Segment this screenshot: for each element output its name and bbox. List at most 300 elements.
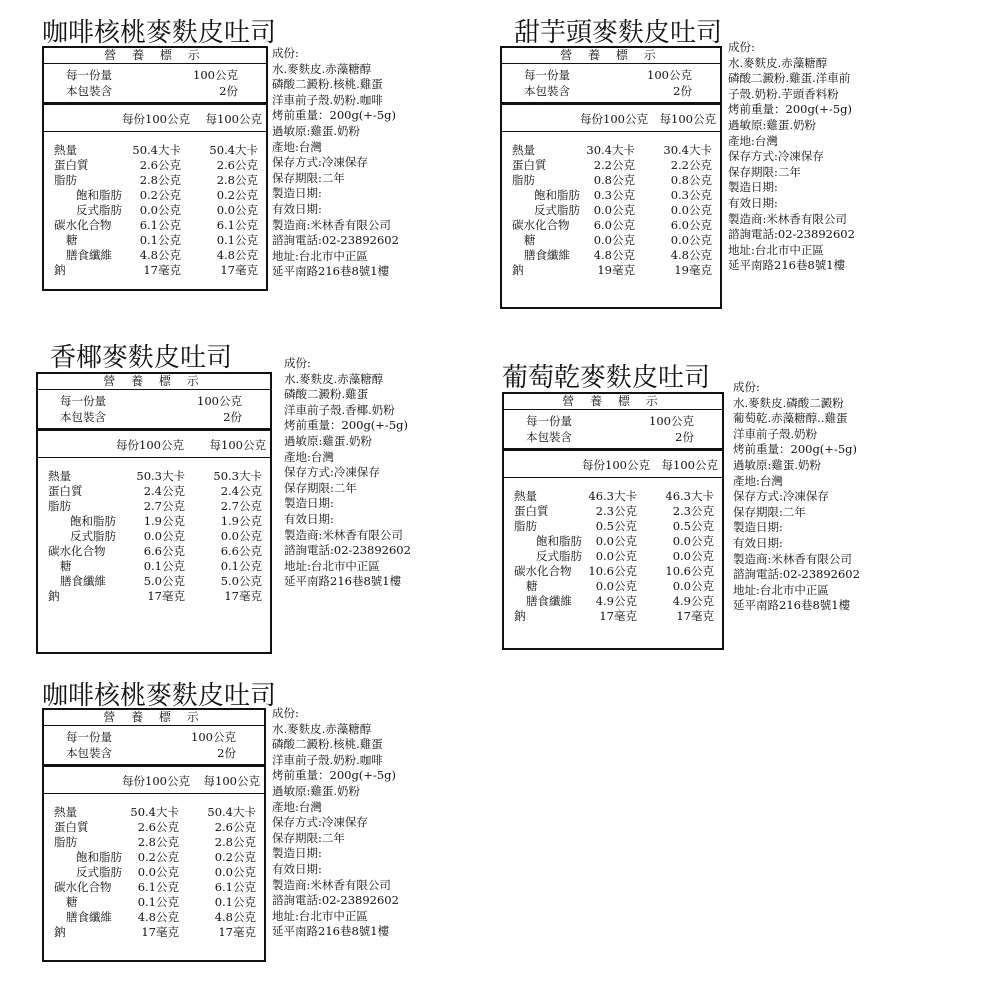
per-serving-label: 每一份量 <box>66 68 112 82</box>
nutrient-name: 反式脂肪 <box>76 203 122 217</box>
nutrient-name: 熱量 <box>54 143 77 157</box>
column-headers <box>44 767 264 794</box>
nutrient-name: 膳食纖維 <box>66 248 112 262</box>
nutrient-name: 膳食纖維 <box>66 910 112 924</box>
per-100g-amount: 6.0公克 <box>670 218 712 232</box>
per-100g-amount: 2.8公克 <box>214 835 256 849</box>
per-100g-amount: 0.0公克 <box>672 534 714 548</box>
per-100g-amount: 30.4大卡 <box>663 143 712 157</box>
info-line: 製造商:米林香有限公司 <box>272 217 391 232</box>
per-100g-amount: 10.6公克 <box>665 564 714 578</box>
per-serving-value: 100公克 <box>191 730 236 744</box>
info-line: 製造商:米林香有限公司 <box>284 527 403 542</box>
nutrient-row <box>44 202 266 217</box>
product-title: 香椰麥麩皮吐司 <box>50 343 233 373</box>
per-serving-value: 100公克 <box>197 394 242 408</box>
per-serving-amount: 4.8公克 <box>137 910 179 924</box>
nutrient-name: 蛋白質 <box>48 484 83 498</box>
info-line: 製造日期: <box>728 180 778 195</box>
nutrient-rows <box>502 132 720 277</box>
per-serving-amount: 0.5公克 <box>595 519 637 533</box>
per-pack-label: 本包裝含 <box>60 410 106 424</box>
nutrition-facts-table <box>502 392 724 650</box>
info-line: 保存方式:冷凍保存 <box>284 465 380 480</box>
per-100g-amount: 0.3公克 <box>670 188 712 202</box>
per-pack-value: 2份 <box>675 430 694 444</box>
nutrient-rows <box>38 458 270 603</box>
nutrient-name: 蛋白質 <box>514 504 549 518</box>
info-line: 烤前重量：200g(+-5g) <box>272 108 396 123</box>
info-line: 產地:台灣 <box>733 473 783 488</box>
nutrient-name: 蛋白質 <box>512 158 547 172</box>
info-line: 地址:台北市中正區 <box>728 242 824 257</box>
info-line: 洋車前子殼.奶粉.咖啡 <box>272 752 383 767</box>
nutrient-name: 膳食纖維 <box>526 594 572 608</box>
nutrient-row <box>38 528 270 543</box>
serving-info <box>44 64 266 105</box>
per-100g-amount: 0.0公克 <box>220 529 262 543</box>
per-serving-amount: 6.1公克 <box>139 218 181 232</box>
info-line: 子殼.奶粉.芋頭香料粉 <box>728 86 839 101</box>
nutrient-row <box>38 483 270 498</box>
info-line: 諮詢電話:02-23892602 <box>272 893 399 908</box>
info-line: 諮詢電話:02-23892602 <box>284 543 411 558</box>
nutrient-row <box>502 157 720 172</box>
per-serving-amount: 2.6公克 <box>137 820 179 834</box>
per-100g-amount: 4.8公克 <box>670 248 712 262</box>
col-per-serving: 每份100公克 <box>582 458 650 472</box>
per-serving-amount: 6.0公克 <box>593 218 635 232</box>
info-line: 保存方式:冷凍保存 <box>733 489 829 504</box>
per-serving-amount: 4.8公克 <box>139 248 181 262</box>
per-serving-amount: 2.3公克 <box>595 504 637 518</box>
per-100g-amount: 2.7公克 <box>220 499 262 513</box>
nutrient-name: 糖 <box>524 233 536 247</box>
info-line: 成份: <box>728 40 755 54</box>
nutrient-row <box>502 187 720 202</box>
nutrient-name: 蛋白質 <box>54 158 89 172</box>
nutrient-row <box>502 247 720 262</box>
per-serving-label: 每一份量 <box>526 414 572 428</box>
info-line: 諮詢電話:02-23892602 <box>733 567 860 582</box>
nutrition-facts-table <box>42 708 266 962</box>
nutrient-name: 熱量 <box>48 469 71 483</box>
per-100g-amount: 0.0公克 <box>672 549 714 563</box>
col-per-100g: 每100公克 <box>203 774 260 788</box>
info-line: 產地:台灣 <box>272 139 322 154</box>
info-line: 製造商:米林香有限公司 <box>733 551 852 566</box>
per-serving-amount: 46.3大卡 <box>588 489 637 503</box>
nutrient-row <box>44 879 264 894</box>
nutrient-row <box>44 864 264 879</box>
per-pack-value: 2份 <box>223 410 242 424</box>
nutrient-row <box>44 804 264 819</box>
per-serving-amount: 0.1公克 <box>139 233 181 247</box>
info-line: 水.麥麩皮.赤藻糖醇 <box>272 721 372 736</box>
per-100g-amount: 0.1公克 <box>216 233 258 247</box>
per-serving-amount: 0.2公克 <box>137 850 179 864</box>
info-line: 地址:台北市中正區 <box>272 248 368 263</box>
nutrient-name: 糖 <box>60 559 72 573</box>
nutrient-name: 熱量 <box>514 489 537 503</box>
per-100g-amount: 5.0公克 <box>220 574 262 588</box>
per-serving-amount: 2.8公克 <box>137 835 179 849</box>
info-line: 成份: <box>733 380 760 394</box>
serving-info <box>44 726 264 767</box>
info-line: 延平南路216巷8號1樓 <box>284 574 402 589</box>
per-100g-amount: 50.3大卡 <box>213 469 262 483</box>
product-title: 咖啡核桃麥麩皮吐司 <box>42 18 277 48</box>
info-line: 磷酸二澱粉.雞蛋 <box>284 387 369 402</box>
nutrient-name: 反式脂肪 <box>76 865 122 879</box>
col-per-100g: 每100公克 <box>661 458 718 472</box>
info-line: 保存方式:冷凍保存 <box>272 815 368 830</box>
nutrient-row <box>38 588 270 603</box>
per-100g-amount: 0.1公克 <box>220 559 262 573</box>
per-100g-amount: 1.9公克 <box>220 514 262 528</box>
per-serving-value: 100公克 <box>649 414 694 428</box>
nutrient-row <box>44 247 266 262</box>
nutrient-row <box>38 543 270 558</box>
per-serving-amount: 10.6公克 <box>588 564 637 578</box>
nutrient-row <box>38 468 270 483</box>
nutrient-name: 熱量 <box>54 805 77 819</box>
per-serving-amount: 2.4公克 <box>143 484 185 498</box>
per-100g-amount: 2.8公克 <box>216 173 258 187</box>
nutrient-rows <box>44 132 266 277</box>
per-100g-amount: 6.1公克 <box>216 218 258 232</box>
per-pack-value: 2份 <box>673 84 692 98</box>
per-100g-amount: 2.3公克 <box>672 504 714 518</box>
nutrient-row <box>502 217 720 232</box>
nutrient-row <box>504 548 722 563</box>
info-line: 成份: <box>284 356 311 370</box>
column-headers <box>44 105 266 132</box>
nutrient-name: 碳水化合物 <box>48 544 106 558</box>
per-100g-amount: 0.1公克 <box>214 895 256 909</box>
nutrient-row <box>504 533 722 548</box>
per-serving-amount: 4.8公克 <box>593 248 635 262</box>
nutrient-row <box>38 573 270 588</box>
info-line: 地址:台北市中正區 <box>733 582 829 597</box>
col-per-100g: 每100公克 <box>209 438 266 452</box>
product-info <box>284 356 411 590</box>
info-line: 製造日期: <box>272 846 322 861</box>
per-100g-amount: 0.2公克 <box>214 850 256 864</box>
info-line: 產地:台灣 <box>284 449 334 464</box>
info-line: 保存期限:二年 <box>272 170 345 185</box>
table-header: 營 養 標 示 <box>44 48 266 64</box>
info-line: 延平南路216巷8號1樓 <box>728 258 846 273</box>
per-serving-amount: 2.2公克 <box>593 158 635 172</box>
per-serving-value: 100公克 <box>193 68 238 82</box>
info-line: 烤前重量：200g(+-5g) <box>728 102 852 117</box>
per-serving-amount: 0.0公克 <box>137 865 179 879</box>
info-line: 延平南路216巷8號1樓 <box>733 598 851 613</box>
per-serving-amount: 30.4大卡 <box>586 143 635 157</box>
info-line: 有效日期: <box>272 861 322 876</box>
nutrient-name: 碳水化合物 <box>514 564 572 578</box>
info-line: 磷酸二澱粉.雞蛋.洋車前 <box>728 71 851 86</box>
nutrient-name: 碳水化合物 <box>54 880 112 894</box>
per-pack-label: 本包裝含 <box>66 746 112 760</box>
product-info <box>733 380 860 614</box>
nutrient-row <box>502 262 720 277</box>
per-serving-amount: 0.0公克 <box>139 203 181 217</box>
per-serving-amount: 50.4大卡 <box>132 143 181 157</box>
product-info <box>272 46 399 280</box>
per-100g-amount: 4.8公克 <box>214 910 256 924</box>
per-serving-amount: 0.1公克 <box>137 895 179 909</box>
per-100g-amount: 0.8公克 <box>670 173 712 187</box>
per-100g-amount: 0.0公克 <box>214 865 256 879</box>
nutrient-name: 鈉 <box>48 589 60 603</box>
nutrient-name: 脂肪 <box>48 499 71 513</box>
nutrient-row <box>44 157 266 172</box>
nutrient-name: 反式脂肪 <box>70 529 116 543</box>
per-serving-amount: 0.3公克 <box>593 188 635 202</box>
nutrient-name: 膳食纖維 <box>60 574 106 588</box>
nutrient-row <box>502 202 720 217</box>
info-line: 延平南路216巷8號1樓 <box>272 264 390 279</box>
info-line: 過敏原:雞蛋.奶粉 <box>733 457 822 472</box>
info-line: 製造商:米林香有限公司 <box>728 211 847 226</box>
info-line: 有效日期: <box>284 511 334 526</box>
nutrient-name: 飽和脂肪 <box>76 850 122 864</box>
nutrient-name: 糖 <box>66 895 78 909</box>
per-serving-amount: 2.6公克 <box>139 158 181 172</box>
per-serving-amount: 0.2公克 <box>139 188 181 202</box>
per-100g-amount: 0.5公克 <box>672 519 714 533</box>
info-line: 有效日期: <box>272 201 322 216</box>
nutrient-name: 糖 <box>66 233 78 247</box>
nutrient-row <box>44 187 266 202</box>
per-100g-amount: 50.4大卡 <box>209 143 258 157</box>
nutrient-name: 飽和脂肪 <box>70 514 116 528</box>
per-serving-amount: 2.7公克 <box>143 499 185 513</box>
per-serving-amount: 0.1公克 <box>143 559 185 573</box>
product-title: 葡萄乾麥麩皮吐司 <box>502 363 711 393</box>
per-100g-amount: 0.2公克 <box>216 188 258 202</box>
info-line: 保存期限:二年 <box>272 830 345 845</box>
serving-info <box>504 410 722 451</box>
nutrient-name: 脂肪 <box>54 835 77 849</box>
nutrient-name: 鈉 <box>54 263 66 277</box>
nutrient-name: 飽和脂肪 <box>536 534 582 548</box>
column-headers <box>502 105 720 132</box>
per-100g-amount: 0.0公克 <box>670 233 712 247</box>
nutrition-facts-table <box>500 46 722 309</box>
nutrient-row <box>504 563 722 578</box>
per-serving-label: 每一份量 <box>524 68 570 82</box>
nutrient-row <box>44 217 266 232</box>
nutrient-row <box>502 142 720 157</box>
nutrient-name: 反式脂肪 <box>536 549 582 563</box>
product-info <box>272 706 399 940</box>
serving-info <box>502 64 720 105</box>
table-header: 營 養 標 示 <box>502 48 720 64</box>
info-line: 水.麥麩皮.赤藻糖醇 <box>284 371 384 386</box>
nutrient-row <box>44 849 264 864</box>
per-100g-amount: 6.6公克 <box>220 544 262 558</box>
product-title: 甜芋頭麥麩皮吐司 <box>514 18 723 48</box>
per-serving-amount: 17毫克 <box>147 589 185 603</box>
nutrient-rows <box>504 478 722 623</box>
nutrient-name: 脂肪 <box>512 173 535 187</box>
info-line: 地址:台北市中正區 <box>272 908 368 923</box>
nutrition-facts-table <box>36 372 272 654</box>
nutrient-row <box>44 262 266 277</box>
per-100g-amount: 4.9公克 <box>672 594 714 608</box>
per-serving-amount: 5.0公克 <box>143 574 185 588</box>
info-line: 葡萄乾.赤藻糖醇..雞蛋 <box>733 411 848 426</box>
nutrient-row <box>44 172 266 187</box>
per-100g-amount: 46.3大卡 <box>665 489 714 503</box>
nutrient-row <box>502 172 720 187</box>
nutrient-rows <box>44 794 264 939</box>
nutrient-row <box>44 909 264 924</box>
info-line: 保存期限:二年 <box>728 164 801 179</box>
nutrient-row <box>44 142 266 157</box>
info-line: 產地:台灣 <box>728 133 778 148</box>
serving-info <box>38 390 270 431</box>
per-serving-amount: 0.0公克 <box>593 203 635 217</box>
nutrient-row <box>38 498 270 513</box>
per-serving-label: 每一份量 <box>66 730 112 744</box>
col-per-serving: 每份100公克 <box>116 438 184 452</box>
info-line: 諮詢電話:02-23892602 <box>728 227 855 242</box>
info-line: 水.麥麩皮.磷酸二澱粉 <box>733 395 844 410</box>
nutrient-row <box>504 578 722 593</box>
per-serving-amount: 0.0公克 <box>593 233 635 247</box>
info-line: 保存方式:冷凍保存 <box>272 155 368 170</box>
column-headers <box>38 431 270 458</box>
per-pack-value: 2份 <box>219 84 238 98</box>
nutrient-row <box>38 513 270 528</box>
nutrient-name: 熱量 <box>512 143 535 157</box>
info-line: 過敏原:雞蛋.奶粉 <box>728 117 817 132</box>
per-serving-amount: 17毫克 <box>599 609 637 623</box>
per-serving-amount: 0.0公克 <box>595 534 637 548</box>
per-serving-label: 每一份量 <box>60 394 106 408</box>
per-100g-amount: 50.4大卡 <box>207 805 256 819</box>
info-line: 洋車前子殼.香椰.奶粉 <box>284 402 395 417</box>
nutrient-row <box>38 558 270 573</box>
col-per-serving: 每份100公克 <box>122 112 190 126</box>
per-serving-amount: 0.0公克 <box>143 529 185 543</box>
nutrient-name: 脂肪 <box>54 173 77 187</box>
per-100g-amount: 19毫克 <box>674 263 712 277</box>
info-line: 保存期限:二年 <box>284 480 357 495</box>
per-serving-amount: 50.4大卡 <box>130 805 179 819</box>
per-100g-amount: 6.1公克 <box>214 880 256 894</box>
per-serving-amount: 0.0公克 <box>595 579 637 593</box>
info-line: 成份: <box>272 46 299 60</box>
nutrient-row <box>504 503 722 518</box>
info-line: 水.麥麩皮.赤藻糖醇 <box>272 61 372 76</box>
nutrient-row <box>44 819 264 834</box>
info-line: 水.麥麩皮.赤藻糖醇 <box>728 55 828 70</box>
info-line: 過敏原:雞蛋.奶粉 <box>284 433 373 448</box>
info-line: 保存方式:冷凍保存 <box>728 149 824 164</box>
product-title: 咖啡核桃麥麩皮吐司 <box>42 681 277 711</box>
per-serving-amount: 19毫克 <box>597 263 635 277</box>
table-header: 營 養 標 示 <box>38 374 270 390</box>
nutrient-name: 飽和脂肪 <box>534 188 580 202</box>
nutrient-name: 碳水化合物 <box>512 218 570 232</box>
per-serving-amount: 0.0公克 <box>595 549 637 563</box>
info-line: 過敏原:雞蛋.奶粉 <box>272 123 361 138</box>
info-line: 製造日期: <box>272 186 322 201</box>
nutrient-name: 鈉 <box>54 925 66 939</box>
col-per-100g: 每100公克 <box>205 112 262 126</box>
per-100g-amount: 4.8公克 <box>216 248 258 262</box>
per-pack-label: 本包裝含 <box>524 84 570 98</box>
nutrient-row <box>504 608 722 623</box>
info-line: 製造日期: <box>284 496 334 511</box>
nutrient-name: 鈉 <box>512 263 524 277</box>
nutrient-name: 脂肪 <box>514 519 537 533</box>
per-serving-amount: 6.6公克 <box>143 544 185 558</box>
nutrient-row <box>504 518 722 533</box>
per-100g-amount: 0.0公克 <box>670 203 712 217</box>
per-serving-amount: 17毫克 <box>143 263 181 277</box>
info-line: 產地:台灣 <box>272 799 322 814</box>
info-line: 磷酸二澱粉.核桃.雞蛋 <box>272 77 383 92</box>
nutrient-name: 碳水化合物 <box>54 218 112 232</box>
info-line: 洋車前子殼.奶粉.咖啡 <box>272 92 383 107</box>
nutrient-row <box>44 232 266 247</box>
info-line: 有效日期: <box>733 535 783 550</box>
info-line: 烤前重量：200g(+-5g) <box>733 442 857 457</box>
info-line: 洋車前子殼.奶粉 <box>733 426 818 441</box>
per-serving-amount: 0.8公克 <box>593 173 635 187</box>
table-header: 營 養 標 示 <box>504 394 722 410</box>
per-100g-amount: 17毫克 <box>676 609 714 623</box>
info-line: 諮詢電話:02-23892602 <box>272 233 399 248</box>
col-per-100g: 每100公克 <box>659 112 716 126</box>
per-100g-amount: 0.0公克 <box>216 203 258 217</box>
col-per-serving: 每份100公克 <box>580 112 648 126</box>
per-serving-amount: 17毫克 <box>141 925 179 939</box>
nutrient-row <box>44 894 264 909</box>
nutrient-row <box>44 834 264 849</box>
nutrient-name: 反式脂肪 <box>534 203 580 217</box>
per-pack-value: 2份 <box>217 746 236 760</box>
per-100g-amount: 17毫克 <box>218 925 256 939</box>
nutrient-row <box>504 488 722 503</box>
per-serving-amount: 50.3大卡 <box>136 469 185 483</box>
info-line: 製造日期: <box>733 520 783 535</box>
column-headers <box>504 451 722 478</box>
nutrient-name: 飽和脂肪 <box>76 188 122 202</box>
per-100g-amount: 2.4公克 <box>220 484 262 498</box>
nutrient-name: 糖 <box>526 579 538 593</box>
nutrient-row <box>504 593 722 608</box>
nutrition-facts-table <box>42 46 268 291</box>
per-serving-value: 100公克 <box>647 68 692 82</box>
table-header: 營 養 標 示 <box>44 710 264 726</box>
per-100g-amount: 17毫克 <box>224 589 262 603</box>
per-serving-amount: 2.8公克 <box>139 173 181 187</box>
info-line: 保存期限:二年 <box>733 504 806 519</box>
nutrient-name: 鈉 <box>514 609 526 623</box>
nutrient-row <box>502 232 720 247</box>
per-serving-amount: 6.1公克 <box>137 880 179 894</box>
per-pack-label: 本包裝含 <box>66 84 112 98</box>
per-100g-amount: 17毫克 <box>220 263 258 277</box>
nutrient-name: 蛋白質 <box>54 820 89 834</box>
